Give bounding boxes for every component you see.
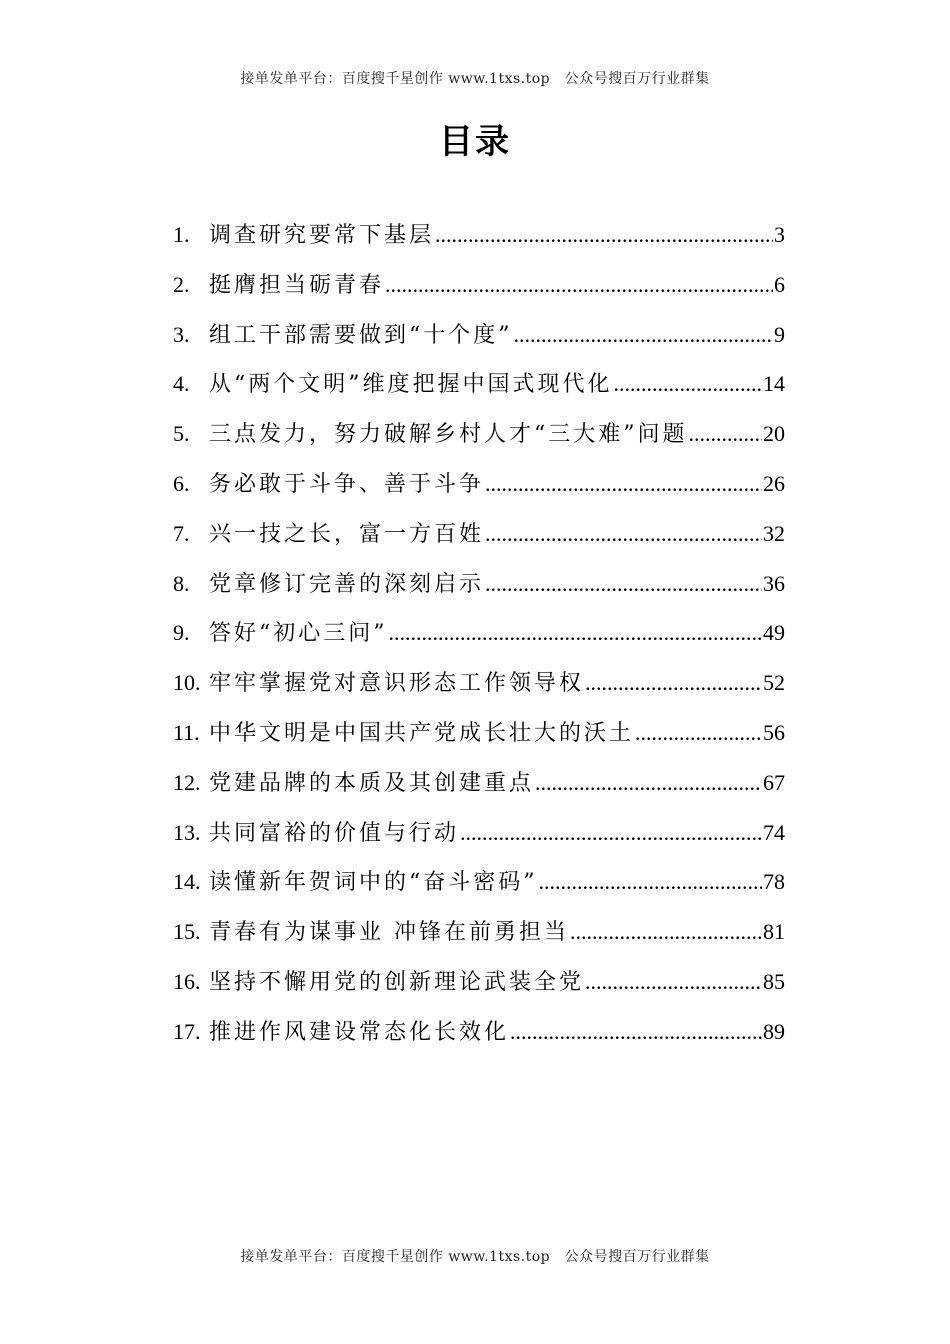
toc-entry-title: 党章修订完善的深刻启示 — [209, 571, 485, 597]
toc-entry-page-number: 56 — [763, 719, 785, 745]
toc-leader-dots — [585, 670, 762, 696]
toc-entry[interactable] — [173, 417, 785, 467]
toc-entry-number: 16. — [173, 968, 201, 994]
toc-entry[interactable] — [173, 567, 785, 617]
toc-entry[interactable] — [173, 517, 785, 567]
toc-entry[interactable] — [173, 965, 785, 1015]
toc-entry[interactable] — [173, 716, 785, 766]
page-footer: 接单发单平台：百度搜千星创作 www.1txs.top 公众号搜百万行业群集 — [240, 1249, 710, 1265]
toc-entry[interactable] — [173, 766, 785, 816]
toc-entry-page-number: 26 — [763, 470, 785, 496]
toc-entry[interactable] — [173, 268, 785, 318]
toc-leader-dots — [510, 1019, 762, 1045]
toc-entry-title: 读懂新年贺词中的“奋斗密码” — [209, 870, 538, 896]
toc-entry-page-number: 14 — [763, 371, 785, 397]
toc-entry[interactable] — [173, 318, 785, 368]
toc-entry[interactable] — [173, 666, 785, 716]
toc-entry-page-number: 36 — [763, 570, 785, 596]
toc-entry-number: 3. — [173, 321, 190, 347]
toc-leader-dots — [385, 272, 773, 298]
toc-entry-page-number: 74 — [763, 819, 785, 845]
toc-entry-title: 坚持不懈用党的创新理论武装全党 — [209, 969, 585, 995]
toc-entry-title: 推进作风建设常态化长效化 — [209, 1019, 510, 1045]
toc-entry[interactable] — [173, 816, 785, 866]
toc-entry-title: 挺膺担当砺青春 — [209, 272, 385, 298]
toc-leader-dots — [689, 421, 763, 447]
toc-entry-page-number: 20 — [763, 421, 785, 447]
toc-entry-number: 11. — [173, 719, 200, 745]
toc-entry-page-number: 52 — [763, 670, 785, 696]
toc-entry-number: 5. — [173, 421, 190, 447]
toc-entry-title: 答好“初心三问” — [209, 621, 388, 647]
toc-entry-title: 中华文明是中国共产党成长壮大的沃土 — [209, 720, 635, 746]
toc-entry-number: 9. — [173, 620, 190, 646]
toc-entry-number: 4. — [173, 371, 190, 397]
toc-entry-page-number: 81 — [763, 919, 785, 945]
toc-entry-page-number: 49 — [763, 620, 785, 646]
toc-leader-dots — [460, 820, 762, 846]
toc-leader-dots — [485, 521, 762, 547]
toc-leader-dots — [570, 919, 762, 945]
toc-entry-number: 17. — [173, 1018, 201, 1044]
toc-leader-dots — [585, 969, 762, 995]
toc-entry-title: 牢牢掌握党对意识形态工作领导权 — [209, 671, 585, 697]
toc-entry-title: 党建品牌的本质及其创建重点 — [209, 770, 535, 796]
toc-leader-dots — [614, 371, 763, 397]
toc-entry[interactable] — [173, 1015, 785, 1065]
toc-entry-number: 2. — [173, 271, 190, 297]
toc-entry-title: 三点发力，努力破解乡村人才“三大难”问题 — [209, 422, 688, 448]
toc-entry[interactable] — [173, 218, 785, 268]
toc-entry-number: 12. — [173, 769, 201, 795]
toc-leader-dots — [514, 322, 774, 348]
toc-entry[interactable] — [173, 367, 785, 417]
toc-entry-page-number: 32 — [763, 520, 785, 546]
table-of-contents — [173, 218, 785, 1065]
toc-entry-number: 13. — [173, 819, 201, 845]
toc-leader-dots — [539, 869, 763, 895]
page-header: 接单发单平台：百度搜千星创作 www.1txs.top 公众号搜百万行业群集 — [240, 71, 710, 87]
toc-entry-title: 共同富裕的价值与行动 — [209, 820, 460, 846]
toc-leader-dots — [535, 770, 762, 796]
toc-entry-title: 从“两个文明”维度把握中国式现代化 — [209, 372, 613, 398]
toc-entry-number: 14. — [173, 869, 201, 895]
toc-entry[interactable] — [173, 915, 785, 965]
toc-leader-dots — [485, 471, 762, 497]
toc-leader-dots — [389, 620, 763, 646]
toc-entry-page-number: 67 — [763, 769, 785, 795]
toc-entry-title: 调查研究要常下基层 — [209, 223, 435, 248]
toc-entry-number: 8. — [173, 570, 190, 596]
toc-entry[interactable] — [173, 865, 785, 915]
toc-entry[interactable] — [173, 467, 785, 517]
toc-leader-dots — [435, 222, 773, 248]
toc-leader-dots — [485, 571, 762, 597]
toc-entry-title: 兴一技之长，富一方百姓 — [209, 521, 485, 547]
toc-entry-number: 1. — [173, 222, 190, 247]
toc-entry-page-number: 6 — [774, 271, 785, 297]
toc-entry-page-number: 85 — [763, 968, 785, 994]
toc-entry-number: 7. — [173, 520, 190, 546]
toc-entry-page-number: 9 — [774, 321, 785, 347]
toc-entry-title: 组工干部需要做到“十个度” — [209, 322, 513, 348]
toc-entry[interactable] — [173, 616, 785, 666]
toc-entry-page-number: 3 — [774, 222, 785, 247]
toc-leader-dots — [635, 720, 762, 746]
toc-entry-title: 务必敢于斗争、善于斗争 — [209, 471, 485, 497]
toc-entry-page-number: 78 — [763, 869, 785, 895]
toc-entry-number: 10. — [173, 670, 201, 696]
page-title: 目录 — [439, 122, 511, 162]
toc-entry-number: 15. — [173, 919, 201, 945]
toc-entry-page-number: 89 — [763, 1018, 785, 1044]
toc-entry-title: 青春有为谋事业 冲锋在前勇担当 — [209, 920, 569, 946]
toc-entry-number: 6. — [173, 470, 190, 496]
